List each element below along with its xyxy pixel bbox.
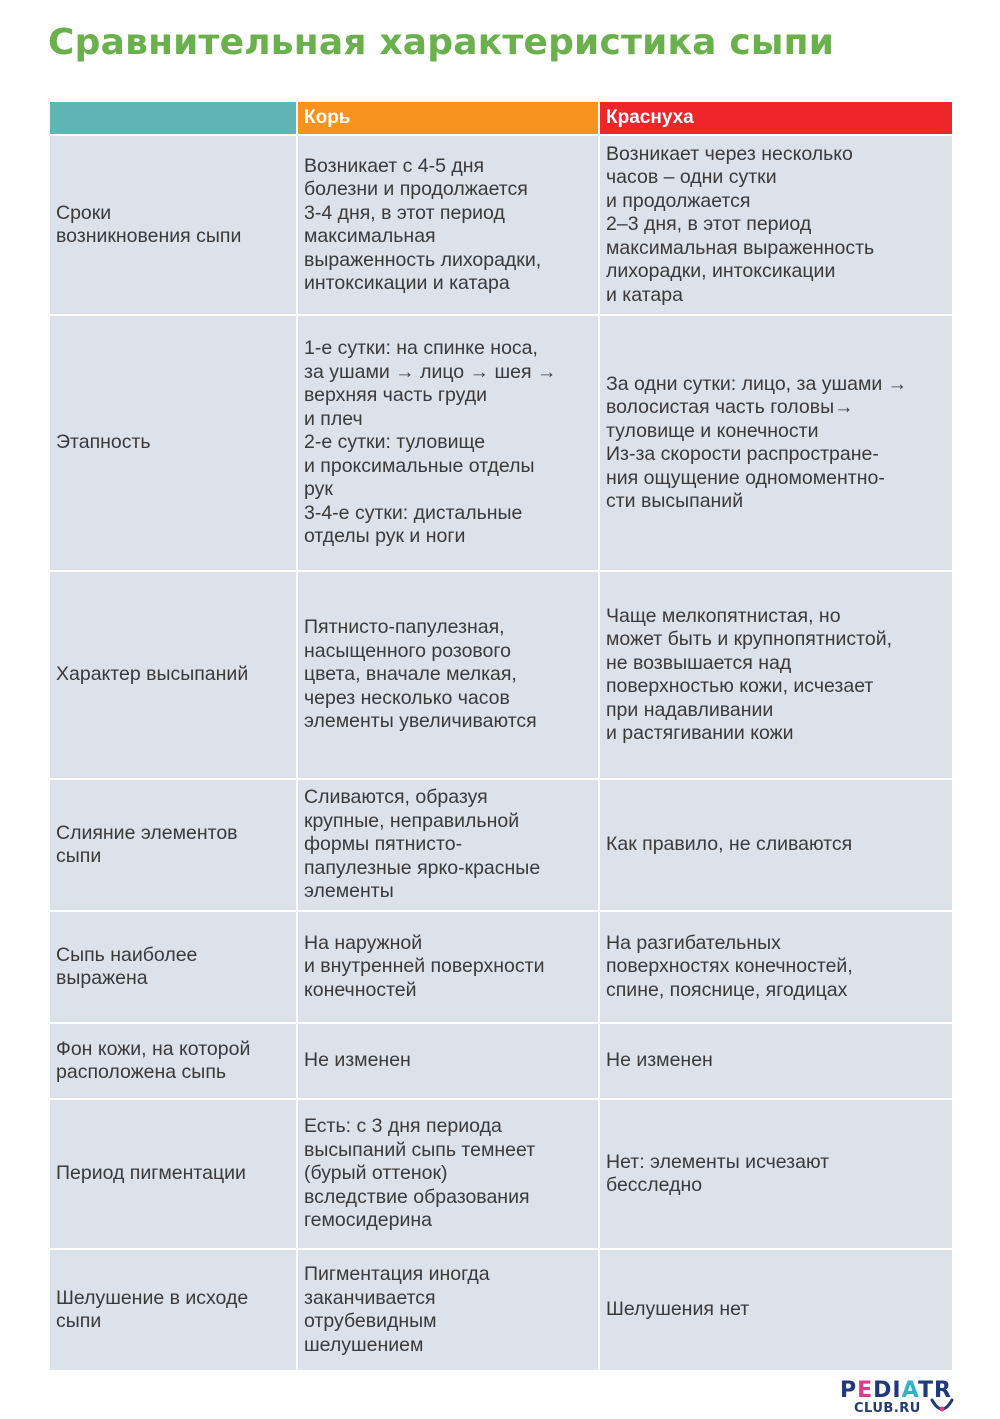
header-cell-measles: Корь: [297, 101, 599, 135]
pediatr-club-logo: [840, 1378, 956, 1416]
table-row: [49, 135, 953, 315]
smile-icon: [930, 1396, 954, 1416]
row-label: Характер высыпаний: [49, 571, 297, 779]
comparison-table: [48, 100, 954, 1372]
logo-letter-2: E: [857, 1378, 874, 1403]
measles-cell: Не изменен: [297, 1023, 599, 1099]
row-label: Шелушение в исходе сыпи: [49, 1249, 297, 1371]
row-label: Период пигментации: [49, 1099, 297, 1249]
table-row: [49, 1099, 953, 1249]
measles-cell: Пятнисто-папулезная, насыщенного розового цвета, вначале мелкая, через несколько часов элементы увеличиваются: [297, 571, 599, 779]
measles-cell: Возникает с 4-5 дня болезни и продолжается 3-4 дня, в этот период максимальная выраженность лихорадки, интоксикации и катара: [297, 135, 599, 315]
rubella-cell: Возникает через несколько часов – одни сутки и продолжается 2–3 дня, в этот период максимальная выраженность лихорадки, интоксикации и катара: [599, 135, 953, 315]
row-label: Сыпь наиболее выражена: [49, 911, 297, 1023]
table-row: [49, 571, 953, 779]
measles-cell: Есть: с 3 дня периода высыпаний сыпь темнеет (бурый оттенок) вследствие образования гемосидерина: [297, 1099, 599, 1249]
table-row: [49, 779, 953, 911]
row-label: Этапность: [49, 315, 297, 571]
rubella-cell: Не изменен: [599, 1023, 953, 1099]
header-cell-rubella: Краснуха: [599, 101, 953, 135]
logo-subtitle: CLUB.RU: [854, 1401, 921, 1416]
page-title: Сравнительная характеристика сыпи: [48, 22, 835, 63]
measles-cell: Пигментация иногда заканчивается отрубевидным шелушением: [297, 1249, 599, 1371]
header-cell-blank: [49, 101, 297, 135]
measles-cell: На наружной и внутренней поверхности конечностей: [297, 911, 599, 1023]
row-label: Слияние элементов сыпи: [49, 779, 297, 911]
table-row: [49, 1249, 953, 1371]
rubella-cell: Нет: элементы исчезают бесследно: [599, 1099, 953, 1249]
logo-letter-4: A: [901, 1378, 918, 1403]
logo-letter-5: TR: [917, 1378, 952, 1403]
logo-letter-1: P: [840, 1378, 858, 1403]
row-label: Сроки возникновения сыпи: [49, 135, 297, 315]
table-header-row: [49, 101, 953, 135]
logo-letter-3: DI: [873, 1378, 902, 1403]
rubella-cell: За одни сутки: лицо, за ушами → волосистая часть головы→ туловище и конечности Из-за скорости распростране- ния ощущение одномоментно- сти высыпаний: [599, 315, 953, 571]
rubella-cell: Шелушения нет: [599, 1249, 953, 1371]
table-row: [49, 315, 953, 571]
measles-cell: Сливаются, образуя крупные, неправильной формы пятнисто- папулезные ярко-красные элементы: [297, 779, 599, 911]
table-row: [49, 911, 953, 1023]
rubella-cell: Как правило, не сливаются: [599, 779, 953, 911]
measles-cell: 1-е сутки: на спинке носа, за ушами → лицо → шея → верхняя часть груди и плеч 2-е сутки: туловище и проксимальные отделы рук 3-4-е сутки: дистальные отделы рук и ноги: [297, 315, 599, 571]
table-row: [49, 1023, 953, 1099]
row-label: Фон кожи, на которой расположена сыпь: [49, 1023, 297, 1099]
rubella-cell: На разгибательных поверхностях конечностей, спине, пояснице, ягодицах: [599, 911, 953, 1023]
rubella-cell: Чаще мелкопятнистая, но может быть и крупнопятнистой, не возвышается над поверхностью кожи, исчезает при надавливании и растягивании кожи: [599, 571, 953, 779]
